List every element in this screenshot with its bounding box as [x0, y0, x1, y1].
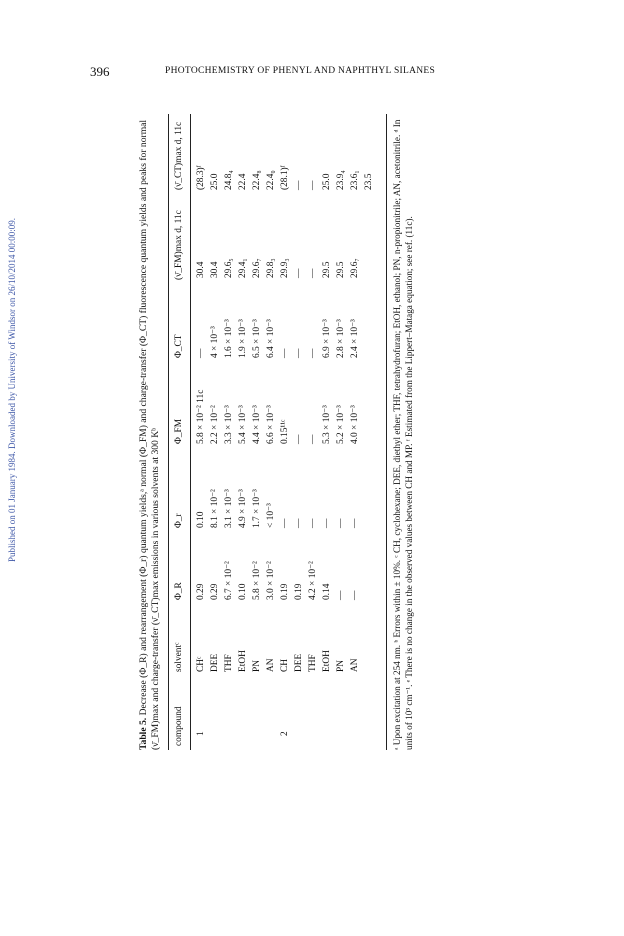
cell-phiCT: 6.4 × 10⁻³: [266, 319, 276, 358]
running-head: PHOTOCHEMISTRY OF PHENYL AND NAPHTHYL SILANES: [165, 66, 436, 76]
cell-phiR: 4.2 × 10⁻²: [308, 561, 318, 600]
cell-phiR: —: [350, 590, 360, 600]
cell-phiCT: —: [294, 348, 304, 358]
header-phi-r-decrease: Φ_R: [174, 582, 184, 600]
cell-phiFM: 5.3 × 10⁻³: [322, 405, 332, 444]
cell-phiFM: —: [308, 434, 318, 444]
cell-phiR: 0.29: [210, 583, 220, 600]
header-compound: compound: [174, 706, 184, 746]
cell-phiFM: 6.6 × 10⁻³: [266, 405, 276, 444]
cell-solvent: EtOH: [322, 650, 332, 672]
cell-nuFM: 29.5: [336, 261, 346, 278]
cell-phiR: 0.10: [238, 583, 248, 600]
table-caption: [138, 114, 162, 750]
cell-phiR: 0.19: [280, 583, 290, 600]
cell-phiCT: 1.6 × 10⁻³: [224, 319, 234, 358]
cell-nuFM: 30.4: [210, 261, 220, 278]
header-solvent: solventᶜ: [174, 642, 184, 672]
cell-nuFM: 29.6₅: [224, 258, 234, 278]
cell-phiR: —: [336, 590, 346, 600]
cell-solvent: PN: [252, 660, 262, 672]
caption-label: Table 5.: [138, 717, 149, 750]
cell-nuFM: 29.6₇: [252, 258, 262, 278]
cell-phiFM: 2.2 × 10⁻²: [210, 405, 220, 444]
header-nu-ct: (ν̄_CT)max d, 11c: [174, 121, 184, 190]
cell-nuCT: 22.4₈: [252, 170, 262, 190]
cell-solvent: AN: [266, 658, 276, 672]
caption-text: Decrease (Φ_R) and rearrangement (Φ_r) quantum yields,ᵃ normal (Φ_FM) and charge-transfer (Φ_CT) fluorescence quantum yields and peaks for normal (ν̄_FM)max and charge-transfer (ν̄_CT)max emissions in various solvents at 300 Kᵇ: [138, 119, 161, 750]
cell-nuFM: 29.4₁: [238, 258, 248, 278]
cell-nuFM: —: [294, 268, 304, 278]
cell-phiCT: —: [280, 348, 290, 358]
cell-phiR: 6.7 × 10⁻²: [224, 561, 234, 600]
cell-nuCT-extra: 23.5: [364, 173, 374, 190]
cell-solvent: THF: [224, 654, 234, 672]
cell-nuFM: 30.4: [196, 261, 206, 278]
cell-phir: 8.1 × 10⁻²: [210, 489, 220, 528]
page-number: 396: [90, 64, 110, 79]
cell-phiFM: 3.3 × 10⁻³: [224, 405, 234, 444]
bottom-rule: [386, 114, 387, 750]
cell-phir: —: [294, 518, 304, 528]
cell-phiFM: 5.2 × 10⁻³: [336, 405, 346, 444]
cell-phiCT: 1.9 × 10⁻³: [238, 319, 248, 358]
cell-nuFM: 29.9₃: [280, 258, 290, 278]
cell-nuCT: 23.6₁: [350, 170, 360, 190]
cell-phiCT: 2.4 × 10⁻³: [350, 319, 360, 358]
cell-phiR: 0.19: [294, 583, 304, 600]
cell-compound: 1: [196, 731, 206, 736]
cell-nuFM: 29.6₇: [350, 258, 360, 278]
header-phi-fm: Φ_FM: [174, 418, 184, 444]
cell-solvent: DEE: [210, 653, 220, 672]
header-phi-r-rearrangement: Φ_r: [174, 513, 184, 528]
cell-nuCT: —: [294, 180, 304, 190]
cell-phiR: 0.14: [322, 583, 332, 600]
cell-phiFM: 4.0 × 10⁻³: [350, 405, 360, 444]
cell-nuCT: 22.4₀: [266, 170, 276, 190]
header-phi-ct: Φ_CT: [174, 334, 184, 358]
download-watermark: Published on 01 January 1984. Downloaded by University of Windsor on 26/10/2014 00:00:09.: [7, 218, 17, 562]
cell-solvent: AN: [350, 658, 360, 672]
cell-nuFM: 29.8₃: [266, 258, 276, 278]
cell-phiR: 3.0 × 10⁻²: [266, 561, 276, 600]
cell-phir: < 10⁻³: [266, 503, 276, 528]
cell-phir: —: [308, 518, 318, 528]
cell-phiFM: 0.15¹¹ᶜ: [280, 419, 290, 444]
cell-phir: 1.7 × 10⁻³: [252, 489, 262, 528]
cell-phiFM: 4.4 × 10⁻³: [252, 405, 262, 444]
cell-nuCT: 23.9₄: [336, 170, 346, 190]
cell-nuCT: (28.1)ᶠ: [280, 165, 290, 190]
cell-phir: —: [322, 518, 332, 528]
cell-phiR: 5.8 × 10⁻²: [252, 561, 262, 600]
cell-nuFM: 29.5: [322, 261, 332, 278]
top-rule: [168, 114, 169, 750]
cell-compound: 2: [280, 731, 290, 736]
cell-nuCT: —: [308, 180, 318, 190]
cell-phiCT: —: [196, 348, 206, 358]
cell-phiFM: —: [294, 434, 304, 444]
cell-phiCT: 6.5 × 10⁻³: [252, 319, 262, 358]
cell-nuCT: 25.0: [322, 173, 332, 190]
table-footnotes: ᵃ Upon excitation at 254 nm. ᵇ Errors within ± 10%. ᶜ CH, cyclohexane; DEE, diethyl ether; THF, tetrahydrofuran; EtOH, ethanol; PN, n-propionitrile; AN, acetonitrile. ᵈ In units of 10³ cm⁻¹. ᵉ There is no change in the observed values between CH and MP. ᶠ Estimated from the Lippert–Mataga equation; see ref. (11c).: [392, 119, 414, 750]
header-rule: [190, 114, 191, 750]
cell-nuFM: —: [308, 268, 318, 278]
cell-phir: —: [280, 518, 290, 528]
cell-phiCT: —: [308, 348, 318, 358]
cell-phiCT: 4 × 10⁻³: [210, 326, 220, 358]
cell-solvent: PN: [336, 660, 346, 672]
cell-nuCT: 24.8₄: [224, 170, 234, 190]
cell-solvent: CHᶜ: [196, 656, 206, 672]
cell-phiCT: 6.9 × 10⁻³: [322, 319, 332, 358]
cell-phiCT: 2.8 × 10⁻³: [336, 319, 346, 358]
cell-phir: 0.10: [196, 511, 206, 528]
cell-solvent: CH: [280, 658, 290, 672]
cell-phiFM: 5.4 × 10⁻³: [238, 405, 248, 444]
cell-phir: 4.9 × 10⁻³: [238, 489, 248, 528]
cell-solvent: EtOH: [238, 650, 248, 672]
cell-phiR: 0.29: [196, 583, 206, 600]
cell-solvent: DEE: [294, 653, 304, 672]
header-nu-fm: (ν̄_FM)max d, 11c: [174, 210, 184, 280]
cell-nuCT: 22.4: [238, 173, 248, 190]
cell-phir: 3.1 × 10⁻³: [224, 489, 234, 528]
cell-phiFM: 5.8 × 10⁻² 11c: [196, 389, 206, 444]
cell-solvent: THF: [308, 654, 318, 672]
rotated-table-block: [138, 110, 438, 750]
cell-nuCT: 25.0: [210, 173, 220, 190]
cell-phir: —: [350, 518, 360, 528]
cell-nuCT: (28.3)ᶠ: [196, 165, 206, 190]
cell-phir: —: [336, 518, 346, 528]
